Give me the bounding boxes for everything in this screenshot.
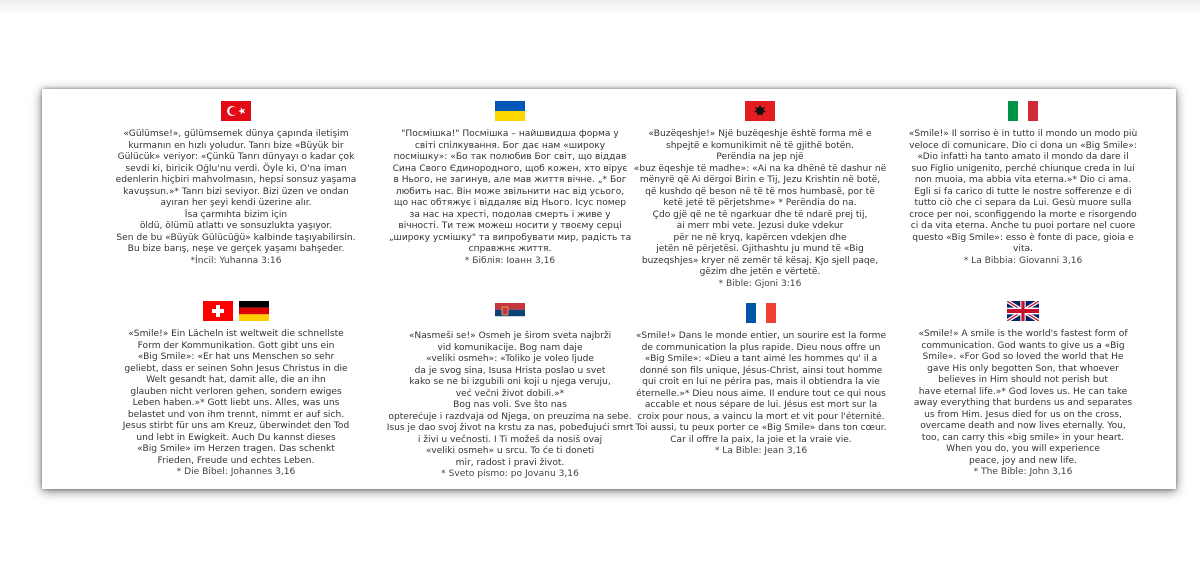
france-flag-icon [745,303,777,323]
switzerland-flag-icon [202,301,234,321]
text-line: donné son fils unique, Jésus-Christ, ainsi tout homme [639,365,883,376]
text-line: kavuşsun.»* Tanrı bizi seviyor. Bizi üzen ve ondan [123,186,349,197]
text-line: Leben haben.»* Gott liebt uns. Alles, was uns [132,398,340,408]
text-line: peace, joy and new life. [968,455,1078,466]
translation-turkish [105,101,367,267]
text-line: Smile». «For God so loved the world that He [922,352,1124,362]
text-line: öldü, ölümü atlattı ve sonsuzlukta yaşıyor. [139,221,333,231]
text-line: «veliki osmeh» u srcu. To će ti doneti [425,446,595,456]
text-line: посмішку»: «Бо так полюбив Бог світ, що віддав [393,152,627,162]
text-line: «Gülümse!», gülümsemek dünya çapında iletişim [123,129,349,139]
translation-ukrainian [379,101,641,267]
text-line: „широку усмішку" та випробувати мир, радість та [388,232,632,243]
text-line: «Smile!» A smile is the world's fastest form of [918,329,1128,339]
bible-reference: *İncil: Yuhanna 3:16 [190,255,282,266]
translation-albanian [629,101,891,290]
text-line: «buz ëqeshje të madhe»: «Ai na ka dhënë të dashur në [633,163,887,174]
text-line: believes in Him should not perish but [938,375,1108,385]
text-line: «Buzëqeshje!» Një buzëqeshje është forma më e [648,129,872,139]
translations-card [42,89,1176,489]
top-shadow [0,0,1200,14]
text-line: glauben nicht verloren gehen, sondern ewiges [130,386,342,397]
text-line: kurmanın en hızlı yoludur. Tanrı bize «Büyük bir [128,140,344,151]
bible-reference: * La Bibbia: Giovanni 3,16 [963,255,1083,266]
text-line: und lebt in Ewigkeit. Auch Du kannst dieses [136,432,336,443]
text-line: ai merr mbi vete. Jezusi duke vdekur [676,221,844,231]
text-line: «Big Smile» im Herzen tragen. Das schenkt [137,444,335,454]
translation-serbian [379,303,641,481]
ukraine-flag-icon [494,101,526,121]
italy-flag-icon [1007,101,1039,121]
text-line: već večni život dobili.»* [455,388,565,399]
text-line: Gülücük» veriyor: «Çünkü Tanrı dünyayı o kadar çok [117,152,355,162]
text-line: «Big Smile»: «Dieu a tant aimé les hommes qu' il a [644,354,878,364]
text-line: për ne në kryq, kapërcen vdekjen dhe [673,232,847,243]
text-line: «Nasmeši se!» Osmeh je širom sveta najbrži [408,331,612,341]
text-line: sevdi ki, biricik Oğlu'nu verdi. Öyle ki, O'na iman [125,163,347,174]
text-line: справжнє життя. [468,244,552,254]
text-line: Sen de bu «Büyük Gülücüğü» kalbinde taşıyabilirsin. [116,232,356,243]
translation-english [892,301,1154,479]
uk-flag-icon [1007,301,1039,321]
text-line: opterećuje i razdvaja od Njega, on preuzima na sebe. [388,411,632,422]
text-line: Egli si fa carico di tutte le nostre sofferenze e di [914,186,1132,197]
text-line: вічності. Ти теж можеш носити у твоєму серці [398,221,622,231]
text-line: Car il offre la paix, la joie et la vraie vie. [670,434,852,445]
text-line: любить нас. Він може звільнити нас від усього, [395,186,625,197]
text-line: Welt gesandt hat, damit alle, die an ihn [146,375,326,385]
text-line: Perëndia na jep një [716,152,804,162]
text-line: non muoia, ma abbia vita eterna.»* Dio ci ama. [914,175,1132,185]
text-line: ayıran her şeyi kendi üzerine alır. [160,198,312,208]
translation-french [616,303,906,458]
text-line: suo Figlio unigenito, perché chiunque creda in lui [911,163,1135,174]
text-line: Jesus stirbt für uns am Kreuz, überwindet den Tod [122,421,350,431]
albania-flag-icon [744,101,776,121]
text-line: buzeqshjes» kryer në zemër të kësaj. Kjo sjell paqe, [641,255,879,266]
text-line: Сина Свого Єдинородного, щоб кожен, хто вірує [392,163,628,174]
text-line: Form der Kommunikation. Gott gibt uns ein [137,340,335,351]
text-line: що нас обтяжує і віддаляє від Нього. Ісус помер [393,198,627,208]
text-line: de communication la plus rapide. Dieu nous offre un [641,342,881,353]
turkey-flag-icon [220,101,252,121]
text-line: Frieden, Freude und echtes Leben. [157,455,315,466]
text-line: edenlerin hiçbiri mahvolmasın, hepsi sonsuz yaşama [115,175,357,185]
bible-reference: * Біблія: Іоанн 3,16 [464,255,556,266]
text-line: «Smile!» Ein Lächeln ist weltweit die schnellste [128,329,344,339]
text-line: «Smile!» Il sorriso è in tutto il mondo un modo più [908,129,1138,139]
text-line: us from Him. Jesus died for us on the cross, [924,409,1122,420]
text-line: Çdo gjë që ne të ngarkuar dhe të ndarë prej tij, [652,209,868,220]
text-line: communication. God wants to give us a «Big [921,340,1125,351]
text-line: ketë jetë të përjetshme» * Perëndia do na. [663,198,857,208]
text-line: too, can carry this «big smile» in your heart. [921,432,1125,443]
text-line: i živi u večnosti. I Ti možeš da nosiš ovaj [417,434,603,445]
text-line: Bu bize barış, neşe ve gerçek yaşamı bahşeder. [127,244,345,254]
text-line: éternelle.»* Dieu nous aime. Il endure tout ce qui nous [636,388,886,399]
text-line: в Нього, не загинув, але мав життя вічне. „* Бог [393,175,627,185]
translation-german [105,301,367,479]
serbia-flag-icon [494,303,526,323]
text-line: croce per noi, sconfiggendo la morte e risorgendo [909,209,1137,220]
text-line: veloce di comunicare. Dio ci dona un «Big Smile»: [909,140,1137,151]
text-line: qui croit en lui ne périra pas, mais il obtiendra la vie [642,377,880,387]
text-line: «veliki osmeh»: «Toliko je voleo ljude [426,354,594,364]
text-line: da je svog sina, Isusa Hrista poslao u svet [414,365,606,376]
bible-reference: * Sveto pismo: po Jovanu 3,16 [441,469,579,479]
text-line: gave His only begotten Son, that whoever [927,363,1119,374]
text-line: mënyrë që Ai dërgoi Birin e Tij, Jezu Krishtin në botë, [639,175,881,185]
text-line: mir, radost i pravi život. [455,457,565,468]
text-line: "Посмішка!" Посмішка – найшвидша форма у [401,129,619,139]
text-line: questo «Big Smile»: esso è fonte di pace, gioia e [912,232,1134,243]
text-line: away everything that burdens us and separates [913,398,1133,408]
text-line: світі спілкування. Бог дає нам «широку [414,140,606,151]
translation-italian [892,101,1154,267]
bible-reference: * Bible: Gjoni 3:16 [718,278,802,289]
bible-reference: * La Bible: Jean 3,16 [714,446,808,456]
text-line: Isus je dao svoj život na krstu za nas, pobeđujući smrt [386,423,634,433]
text-line: gëzim dhe jetën e vërtetë. [699,267,821,277]
text-line: shpejtë e komunikimit në të gjithë botën. [665,140,855,151]
text-line: croix pour nous, a vaincu la mort et vit pour l'éternité. [637,411,885,422]
text-line: accable et nous sépare de lui. Jésus est mort sur la [644,400,878,410]
text-line: have eternal life.»* God loves us. He can take [918,386,1128,397]
text-line: Toi aussi, tu peux porter ce «Big Smile» dans ton cœur. [635,423,887,433]
text-line: «Dio infatti ha tanto amato il mondo da dare il [917,152,1129,162]
germany-flag-icon [238,301,270,321]
text-line: When you do, you will experience [946,444,1100,454]
text-line: vid komunikacije. Bog nam daje [437,342,583,353]
bible-reference: * Die Bibel: Johannes 3,16 [176,467,296,477]
text-line: overcame death and now lives eternally. You, [920,421,1126,431]
text-line: belastet und von ihm trennt, nimmt er auf sich. [127,409,345,420]
text-line: «Smile!» Dans le monde entier, un sourire est la forme [635,331,887,341]
text-line: kako se ne bi izgubili oni koji u njega veruju, [409,377,611,387]
text-line: vita. [1013,244,1033,254]
text-line: jetën në përjetësi. Gjithashtu ju mund të «Big [656,244,864,254]
text-line: İsa çarmıhta bizim için [184,209,288,220]
text-line: за нас на хресті, подолав смерть і живе у [409,209,611,220]
bible-reference: * The Bible: John 3,16 [973,467,1073,477]
text-line: që kushdo që beson në të të mos humbasë, por të [645,186,875,197]
text-line: ci da vita eterna. Anche tu puoi portare nel cuore [910,221,1136,231]
text-line: geliebt, dass er seinen Sohn Jesus Christus in die [124,363,348,374]
text-line: «Big Smile»: «Er hat uns Menschen so sehr [137,352,335,362]
text-line: tutto ciò che ci separa da Lui. Gesù muore sulla [914,198,1132,208]
text-line: Bog nas voli. Sve što nas [453,400,567,410]
